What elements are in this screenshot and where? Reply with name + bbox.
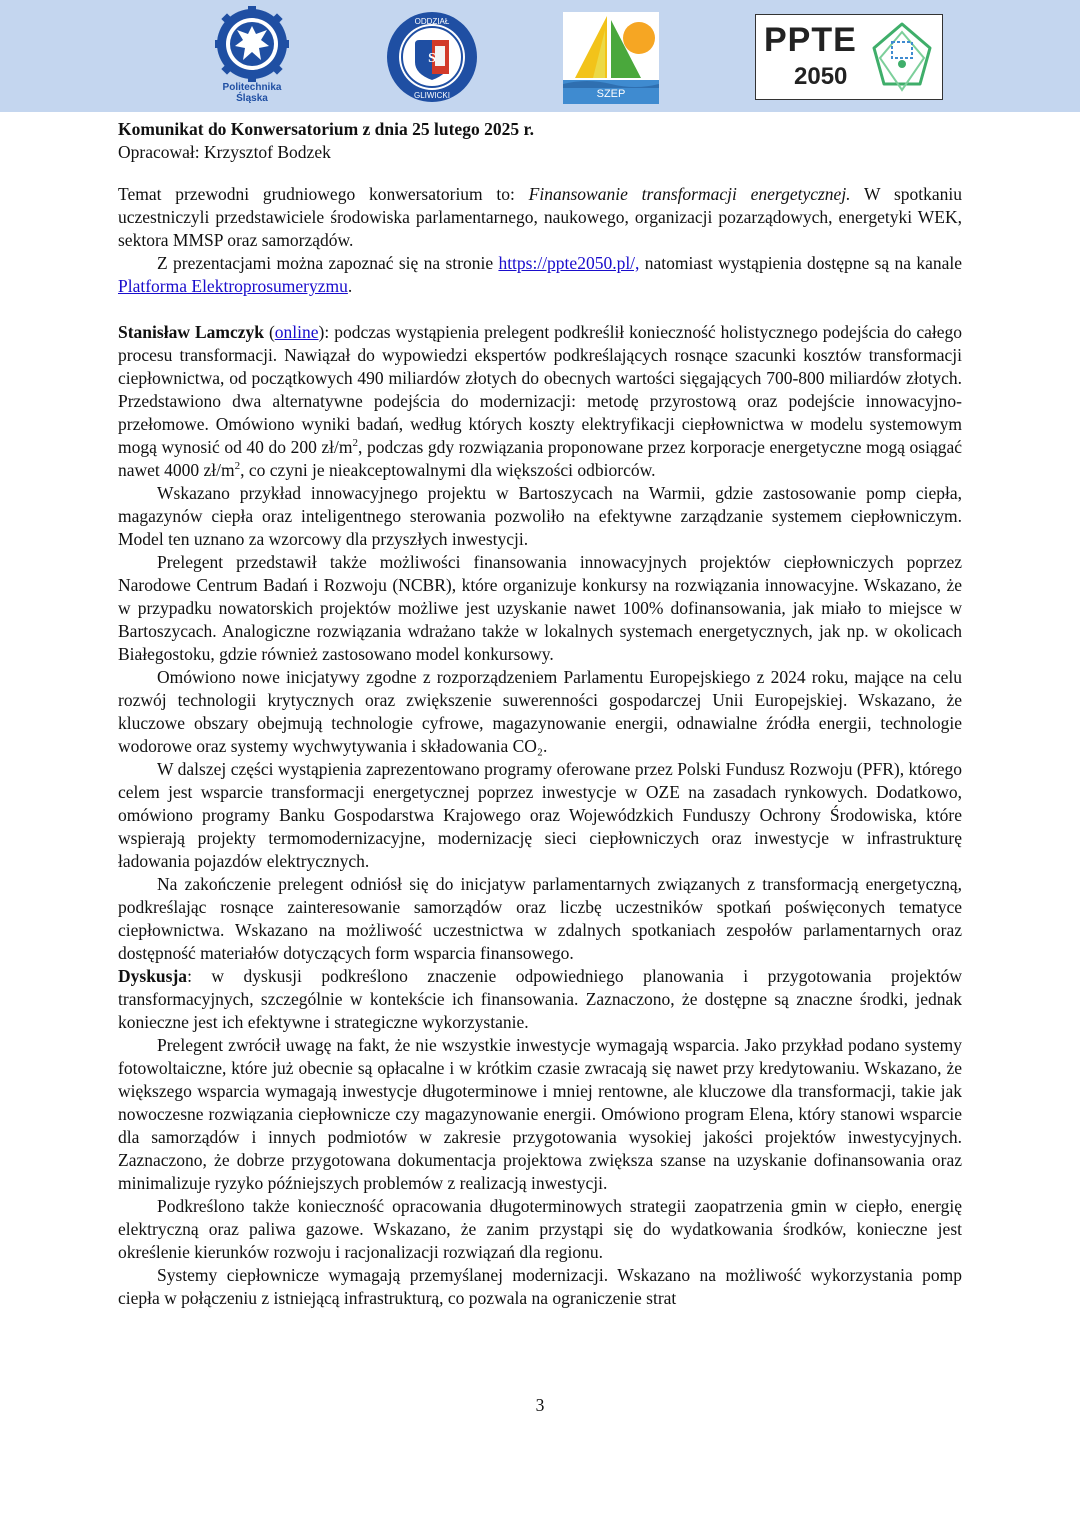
- politechnika-slaska-logo: [215, 6, 289, 106]
- eu-regulation-paragraph: Omówiono nowe inicjatywy zgodne z rozporządzeniem Parlamentu Europejskiego z 2024 roku, mające na celu rozwój technologii krytycznych oraz zwiększenie suwerenności gospodarczej Unii Europejskiej. Wskazano, że kluczowe obszary obejmują technologie cyfrowe, magazynowanie energii, odnawialne źródła energii, technologie wodorowe oraz systemy wychwytywania i składowania CO₂.: [118, 667, 962, 756]
- ppte-website-link[interactable]: https://ppte2050.pl/,: [498, 253, 640, 273]
- municipal-strategy-paragraph: Podkreślono także konieczność opracowania długoterminowych strategii zaopatrzenia gmin w ciepło, energię elektryczną oraz paliwa gazowe. Wskazano, że zanim przystąpi się do wydatkowania środków, konieczne jest określenie kierunków rozwoju i racjonalizacji rozwiązań dla regionu.: [118, 1196, 962, 1262]
- speaker-text-3: , co czyni je nieakceptowalnymi dla większości odbiorców.: [240, 460, 656, 480]
- document-title: Komunikat do Konwersatorium z dnia 25 lutego 2025 r.: [118, 119, 534, 139]
- ppte-network-icon: [862, 18, 942, 98]
- szep-logo: [563, 12, 659, 104]
- presentations-paragraph: [118, 252, 962, 298]
- platforma-channel-link[interactable]: Platforma Elektroprosumeryzmu: [118, 276, 348, 296]
- speaker-text-2: , podczas gdy rozwiązania proponowane przez korporacje energetyczne mogą osiągać nawet 4000 zł/m: [118, 437, 963, 480]
- intro-topic: Finansowanie transformacji energetycznej.: [528, 184, 851, 204]
- discussion-label: Dyskusja: [118, 966, 188, 986]
- superscript-2: 2: [234, 460, 241, 473]
- page-number: 3: [535, 1395, 545, 1415]
- presentations-text-2: natomiast wystąpienia dostępne są na kanale: [639, 253, 962, 273]
- bartoszyce-paragraph: Wskazano przykład innowacyjnego projektu w Bartoszycach na Warmii, gdzie zastosowanie pomp ciepła, magazynów ciepła oraz inteligentnego sterowania pozwoliło na efektywne zarządzanie systemem ciepłowniczym. Model ten uznano za wzorcowy dla przyszłych inwestycji.: [118, 483, 962, 549]
- discussion-paragraph: [118, 965, 962, 1034]
- speaker-paragraph: [118, 321, 962, 482]
- header-band: [0, 0, 1080, 112]
- svg-text:S: S: [428, 51, 436, 66]
- polsl-emblem-icon: [215, 6, 289, 82]
- speaker-paren-open: (: [263, 322, 275, 342]
- speaker-name: Stanisław Lamczyk: [118, 322, 264, 342]
- intro-text-2: W spotkaniu uczestniczyli przedstawiciele środowiska parlamentarnego, naukowego, organizacji pozarządowych, energetyki WEK, sektora MMSP oraz samorządów.: [118, 184, 963, 250]
- pfr-paragraph: W dalszej części wystąpienia zaprezentowano programy oferowane przez Polski Fundusz Rozwoju (PFR), którego celem jest wsparcie transformacji energetycznej poprzez inwestycje w OZE na zasadach rynkowych. Dodatkowo, omówiono programy Banku Gospodarstwa Krajowego oraz Wojewódzkich Funduszy Ochrony Środowiska, które wspierają projekty termomodernizacyjne, modernizację sieci ciepłowniczych oraz inwestycje w infrastrukturę ładowania pojazdów elektrycznych.: [118, 759, 962, 871]
- presentations-text-3: .: [347, 276, 353, 296]
- heating-systems-paragraph: Systemy ciepłownicze wymagają przemyślanej modernizacji. Wskazano na możliwość wykorzystania pomp ciepła w połączeniu z istniejącą infrastrukturą, co pozwala na ograniczenie strat: [118, 1265, 962, 1308]
- svg-text:GLIWICKI: GLIWICKI: [413, 91, 451, 100]
- speaker-text-1: ): podczas wystąpienia prelegent podkreślił konieczność holistycznego podejścia do całego procesu transformacji. Nawiązał do wypowiedzi ekspertów podkreślających rosnące szacunki kosztów transformacji ciepłownictwa, od początkowych 490 miliardów złotych do obecnych wartości sięgających 700-800 miliardów złotych. Przedstawiono dwa alternatywne podejścia do modernizacji: metodę przyrostową oraz podejście innowacyjno-przełomowe. Omówiono wyniki badań, według których koszty elektryfikacji ciepłownictwa w modelu systemowym mogą wynosić od 40 do 200 zł/m: [118, 322, 963, 457]
- presentations-text-1: Z prezentacjami można zapoznać się na stronie: [157, 253, 499, 273]
- document-author: Opracował: Krzysztof Bodzek: [118, 142, 331, 162]
- ppte-title: PPTE: [764, 21, 857, 59]
- ncbr-paragraph: Prelegent przedstawił także możliwości finansowania innowacyjnych projektów ciepłowniczych poprzez Narodowe Centrum Badań i Rozwoju (NCBR), które organizuje konkursy na rozwiązania innowacyjne. Wskazano, że w przypadku nowatorskich projektów możliwe jest uzyskanie nawet 100% dofinansowania, jak miało to miejsce w Bartoszycach. Analogiczne rozwiązania wdrażano także w lokalnych systemach energetycznych, jak np. w okolicach Białegostoku, gdzie również zastosowano model konkursowy.: [118, 552, 962, 664]
- polsl-caption-line1: Politechnika: [222, 82, 282, 93]
- sep-gliwice-logo: [385, 10, 479, 104]
- speaker-online-link[interactable]: online: [274, 322, 319, 342]
- ppte-year: 2050: [794, 63, 848, 90]
- sep-emblem-icon: [385, 10, 479, 104]
- discussion-text: : w dyskusji podkreślono znaczenie odpowiedniego planowania i przygotowania projektów transformacyjnych, szczególnie w kontekście ich finansowania. Zaznaczono, że dostępne są znaczne środki, jednak konieczne jest ich efektywne i strategiczne wykorzystanie.: [118, 966, 962, 1032]
- document-body: [118, 116, 962, 1310]
- parliament-paragraph: Na zakończenie prelegent odniósł się do inicjatyw parlamentarnych związanych z transformacją energetyczną, podkreślając rosnące zainteresowanie samorządów oraz liczbę uczestników spotkań poświęconych tematyce ciepłownictwa. Wskazano na możliwość uczestnictwa w zdalnych spotkaniach zespołów parlamentarnych oraz dostępność materiałów dotyczących form wsparcia finansowego.: [118, 874, 962, 963]
- ppte-2050-logo: [755, 14, 943, 100]
- superscript-1: 2: [352, 437, 359, 450]
- svg-text:ODDZIAŁ: ODDZIAŁ: [414, 17, 450, 26]
- szep-caption: SZEP: [596, 88, 626, 100]
- intro-paragraph: [118, 183, 962, 252]
- polsl-caption-line2: Śląska: [236, 93, 268, 104]
- intro-text-1: Temat przewodni grudniowego konwersatorium to:: [118, 184, 529, 204]
- pv-paragraph: Prelegent zwrócił uwagę na fakt, że nie wszystkie inwestycje wymagają wsparcia. Jako przykład podano systemy fotowoltaiczne, które już obecnie są opłacalne i w krótkim czasie zwracają się nawet przy kredytowaniu. Wskazano, że większego wsparcia wymagają inwestycje długoterminowe i mniej rentowne, ale kluczowe dla transformacji, takie jak nowoczesne rozwiązania ciepłownicze czy magazynowanie energii. Omówiono program Elena, który stanowi wsparcie dla samorządów i innych podmiotów w zakresie przygotowania wysokiej jakości projektów inwestycyjnych. Zaznaczono, że dobrze przygotowana dokumentacja projektowa zwiększa szanse na uzyskanie dofinansowania oraz minimalizuje ryzyko późniejszych problemów z realizacją inwestycji.: [118, 1035, 962, 1193]
